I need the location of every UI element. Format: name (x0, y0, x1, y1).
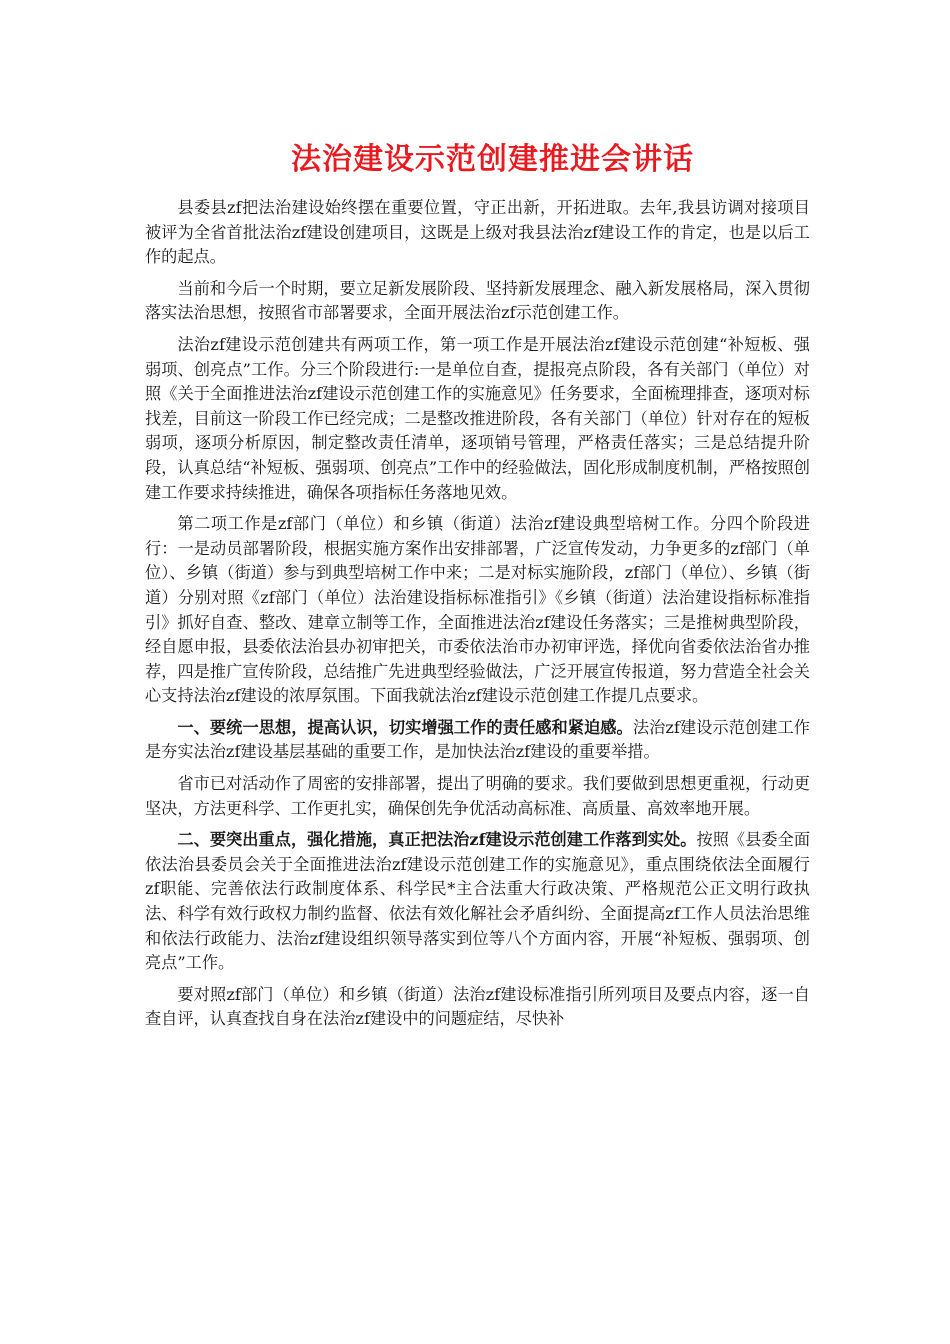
paragraph-2 (145, 277, 810, 326)
paragraph-1 (145, 196, 810, 270)
paragraph-text: 当前和今后一个时期，要立足新发展阶段、坚持新发展理念、融入新发展格局，深入贯彻落实法治思想，按照省市部署要求，全面开展法治zf示范创建工作。 (145, 278, 810, 323)
paragraph-text: 县委县zf把法治建设始终摆在重要位置，守正出新，开拓进取。去年,我县访调对接项目被评为全省首批法治zf建设创建项目，这既是上级对我县法治zf建设工作的肯定，也是以后工作的起点。 (145, 198, 810, 267)
paragraph-text: 省市已对活动作了周密的安排部署，提出了明确的要求。我们要做到思想更重视，行动更坚决，方法更科学、工作更扎实，确保创先争优活动高标准、高质量、高效率地开展。 (145, 774, 810, 818)
paragraph-text: 法治zf建设示范创建共有两项工作，第一项工作是开展法治zf建设示范创建“补短板、强弱项、创亮点”工作。分三个阶段进行:一是单位自查，提报亮点阶段，各有关部门（单位）对照《关于全面推进法治zf建设示范创建工作的实施意见》任务要求，全面梳理排查，逐项对标找差，目前这一阶段工作已经完成；二是整改推进阶段，各有关部门（单位）针对存在的短板弱项，逐项分析原因，制定整改责任清单，逐项销号管理，严格责任落实；三是总结提升阶段，认真总结“补短板、强弱项、创亮点”工作中的经验做法，固化形成制度机制，严格按照创建工作要求持续推进，确保各项指标任务落地见效。 (145, 334, 810, 502)
paragraph-4 (145, 512, 810, 709)
paragraph-7 (145, 828, 810, 976)
paragraph-3 (145, 333, 810, 505)
paragraph-text: 要对照zf部门（单位）和乡镇（街道）法治zf建设标准指引所列项目及要点内容，逐一自查自评，认真查找自身在法治zf建设中的问题症结，尽快补 (145, 984, 810, 1029)
paragraph-text: 按照《县委全面依法治县委员会关于全面推进法治zf建设示范创建工作的实施意见》，重点围绕依法全面履行zf职能、完善依法行政制度体系、科学民*主合法重大行政决策、严格规范公正文明行政执法、科学有效行政权力制约监督、依法有效化解社会矛盾纠纷、全面提高zf工作人员法治思维和依法行政能力、法治zf建设组织领导落实到位等八个方面内容，开展“补短板、强弱项、创亮点”工作。 (145, 830, 811, 973)
paragraph-lead: 二、要突出重点，强化措施，真正把法治zf建设示范创建工作落到实处。 (177, 830, 697, 850)
paragraph-lead: 一、要统一思想，提高认识，切实增强工作的责任感和紧迫感。 (177, 717, 633, 737)
paragraph-8 (145, 983, 810, 1032)
document-page (145, 138, 810, 1039)
paragraph-5 (145, 716, 810, 765)
document-title: 法治建设示范创建推进会讲话 (291, 142, 694, 177)
paragraph-6 (145, 772, 810, 821)
paragraph-text: 法治zf建设示范创建工作是夯实法治zf建设基层基础的重要工作，是加快法治zf建设的重要举措。 (145, 717, 810, 762)
paragraph-text: 第二项工作是zf部门（单位）和乡镇（街道）法治zf建设典型培树工作。分四个阶段进行：一是动员部署阶段，根据实施方案作出安排部署，广泛宣传发动，力争更多的zf部门（单位）、乡镇（街道）参与到典型培树工作中来；二是对标实施阶段，zf部门（单位）、乡镇（街道）分别对照《zf部门（单位）法治建设指标标准指引》《乡镇（街道）法治建设指标标准指引》抓好自查、整改、建章立制等工作，全面推进法治zf建设任务落实；三是推树典型阶段，经自愿申报，县委依法治县办初审把关，市委依法治市办初审评选，择优向省委依法治省办推荐，四是推广宣传阶段，总结推广先进典型经验做法，广泛开展宣传报道，努力营造全社会关心支持法治zf建设的浓厚氛围。下面我就法治zf建设示范创建工作提几点要求。 (145, 514, 810, 706)
